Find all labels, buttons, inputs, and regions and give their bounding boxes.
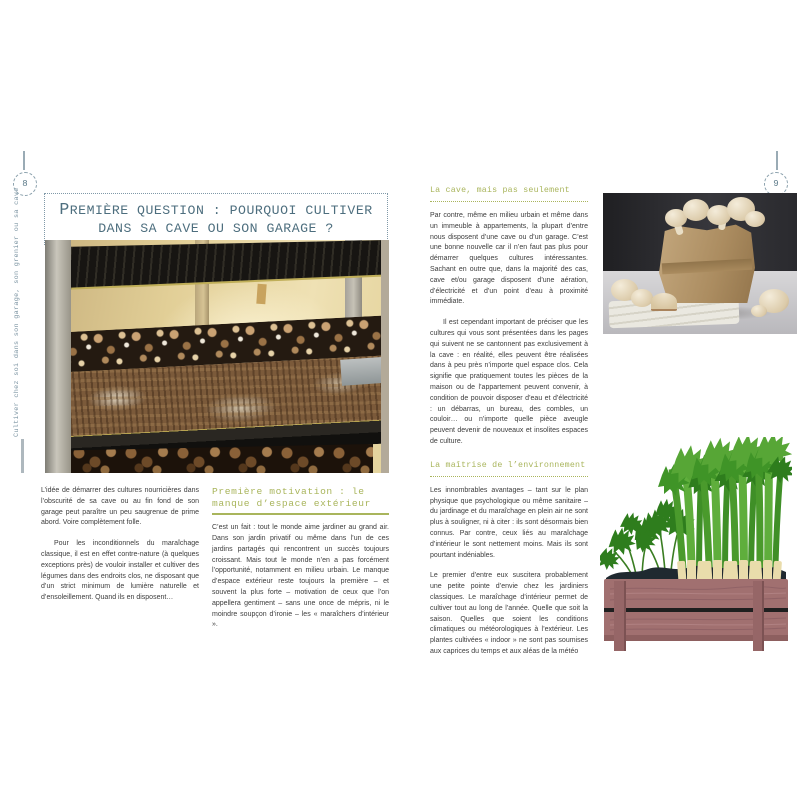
page-number-left: 8 bbox=[22, 179, 28, 189]
left-page-column-1 bbox=[41, 486, 199, 614]
intro-paragraph-1: L’idée de démarrer des cultures nourricières dans l’obscurité de sa cave ou au fin fond de son garage peut paraître un peu saugrenue de prime abord. Voire complètement folle. bbox=[41, 487, 199, 527]
mushroom bbox=[631, 289, 653, 307]
chapter-title: PREMIÈRE QUESTION : POURQUOI CULTIVER DANS SA CAVE OU SON GARAGE ? bbox=[44, 193, 388, 245]
mushroom-shelf-photo bbox=[45, 240, 389, 473]
spine-title: Cultiver chez soi dans son garage, son grenier ou sa cave bbox=[13, 187, 21, 437]
section-heading-cave: La cave, mais pas seulement bbox=[430, 186, 588, 202]
right-page-column bbox=[430, 186, 588, 668]
section-heading-motivation: Première motivation : le manque d’espace extérieur bbox=[212, 486, 389, 515]
motivation-paragraph: C’est un fait : tout le monde aime jardiner au grand air. Dans son jardin privatif ou même dans l’un de ces jardins partagés qui rencontrent un succès toujours croissant. Mais tout le monde n’en a pas forcément l’opportunité, notamment en milieu urbain. Le manque d’espace extérieur reste toujours la première – et souvent la plus forte – motivation de ceux que l’on appellera gentiment – sans une once de mépris, ni le moindre soupçon d’ironie – les « maraîchers d’intérieur ». bbox=[212, 524, 389, 629]
page-marker-line-top-right bbox=[776, 151, 778, 170]
wooden-crate bbox=[604, 579, 788, 651]
shelf-post-left bbox=[45, 240, 71, 473]
sliced-mushroom bbox=[651, 293, 677, 311]
celery-crate-illustration bbox=[600, 437, 792, 652]
page-number-right: 9 bbox=[773, 179, 779, 189]
left-page-column-2 bbox=[212, 486, 389, 641]
section-heading-maitrise: La maîtrise de l’environnement bbox=[430, 461, 588, 477]
wooden-peg bbox=[256, 284, 266, 305]
shelf-post-far-right bbox=[381, 240, 389, 473]
intro-paragraph-2: Pour les inconditionnels du maraîchage classique, il est en effet contre-nature (à quelques exceptions près) de vouloir installer et cultiver des légumes dans des endroits clos, ne disposant que d’un strict minimum de lumière naturelle et d’ensoleillement. Quand ils en disposent… bbox=[41, 540, 199, 602]
mushroom bbox=[683, 199, 709, 221]
mushroom bbox=[751, 305, 767, 317]
mushroom bbox=[745, 211, 765, 227]
maitrise-paragraph-1: Les innombrables avantages – tant sur le plan physique que psychologique ou même sanitaire – du jardinage et du maraîchage en plein air ne sont plus à souligner, ni à citer : ils sont désormais bien connus. Par contre, ceux liés au maraîchage d’intérieur le sont nettement moins. Mais ils sont pourtant indéniables. bbox=[430, 486, 588, 559]
substrate-bed bbox=[54, 315, 389, 460]
cave-paragraph-1: Par contre, même en milieu urbain et même dans un immeuble à appartements, la plupart d’entre nous disposent d’une cave ou d’un garage. C’est une bonne nouvelle car il n’en faut pas plus pour démarrer quelques cultures intéressantes. Sachant en outre que, dans la majorité des cas, cave et/ou garage disposent d’une aération, d’électricité et d’un point d’eau à proximité immédiate. bbox=[430, 212, 588, 306]
cave-paragraph-2: Il est cependant important de préciser que les cultures qui vous sont présentées dans les pages qui suivent ne se cantonnent pas exclusivement à la cave : en réalité, elles peuvent être réalisées dans à peu près n’importe quel espace clos. Cela signifie que pratiquement toutes les pièces de la maison ou de l’appartement peuvent convenir, à condition de pouvoir disposer d’eau et d’électricité : un débarras, un bureau, des combles, un couloir… ou n’importe quelle pièce aveugle peuvent devenir de nouveaux et insolites espaces de culture. bbox=[430, 319, 588, 445]
page-marker-line-bottom-left bbox=[21, 439, 24, 473]
page-marker-line-top-left bbox=[23, 151, 25, 170]
maitrise-paragraph-2: Le premier d’entre eux suscitera probablement une petite pointe d’envie chez les jardiniers classiques. Le maraîchage d’intérieur permet de cultiver tout au long de l’année. Quelle que soit la saison. Quelles que soient les conditions climatiques ou météorologiques à l’extérieur. Les plantes cultivées « indoor » ne sont pas soumises aux caprices du temps et aux aléas de la météo bbox=[430, 572, 588, 655]
mushroom-bag-photo bbox=[603, 193, 797, 334]
